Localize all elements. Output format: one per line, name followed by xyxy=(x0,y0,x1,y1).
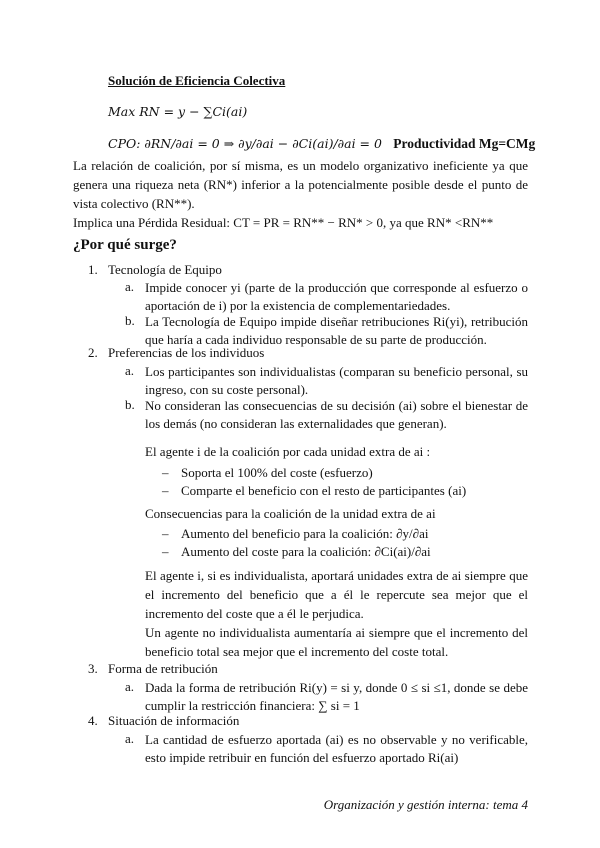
dash-bullet: – xyxy=(162,544,169,559)
question-heading: ¿Por qué surge? xyxy=(73,237,177,253)
page-footer: Organización y gestión interna: tema 4 xyxy=(323,797,528,812)
list-number: 1. xyxy=(88,262,98,277)
sub-letter: b. xyxy=(125,313,135,328)
bullet-text: Comparte el beneficio con el resto de participantes (ai) xyxy=(181,483,467,498)
dash-bullet: – xyxy=(162,483,169,498)
formula-cpo-label: Productividad Mg=CMg xyxy=(393,136,536,151)
sub-item-text: No consideran las consecuencias de su decisión (ai) sobre el bienestar de los demás (no consideran las externalidades que generan). xyxy=(145,398,528,431)
list-number: 3. xyxy=(88,661,98,676)
list-item-label: Situación de información xyxy=(108,713,240,728)
list-item-label: Forma de retribución xyxy=(108,661,218,676)
bullet-text: Aumento del beneficio para la coalición: ∂y/∂ai xyxy=(181,526,429,541)
formula-cpo: CPO: ∂RN/∂ai = 0 ⇒ ∂y/∂ai − ∂Ci(ai)/∂ai = 0 xyxy=(108,136,382,151)
bullet-text: Aumento del coste para la coalición: ∂Ci(ai)/∂ai xyxy=(181,544,431,559)
sub-letter: a. xyxy=(125,731,135,746)
sub-item-text: Los participantes son individualistas (comparan su beneficio personal, su ingreso, con su coste personal). xyxy=(145,364,528,397)
list-item-label: Preferencias de los individuos xyxy=(108,345,265,360)
non-individualist-paragraph: Un agente no individualista aumentaría ai siempre que el incremento del beneficio total sea mejor que el incremento del coste total. xyxy=(145,625,528,659)
consequences-intro: Consecuencias para la coalición de la unidad extra de ai xyxy=(145,506,436,521)
sub-item-text: La cantidad de esfuerzo aportada (ai) es no observable y no verificable, esto impide retribuir en función del esfuerzo aportado Ri(ai) xyxy=(145,732,528,765)
sub-item-text: Impide conocer yi (parte de la producción que corresponde al esfuerzo o aportación de i) por la existencia de complementariedades. xyxy=(145,280,528,313)
individualist-paragraph: El agente i, si es individualista, aportará unidades extra de ai siempre que el incremento del beneficio que a él le repercute sea mejor que el incremento del coste que a él le perjudica. xyxy=(145,568,528,621)
list-number: 2. xyxy=(88,345,98,360)
sub-item-text: La Tecnología de Equipo impide diseñar retribuciones Ri(yi), retribución que haría a cada individuo responsable de su parte de producción. xyxy=(145,314,528,347)
list-item-label: Tecnología de Equipo xyxy=(108,262,222,277)
intro-paragraph-1: La relación de coalición, por sí misma, es un modelo organizativo ineficiente ya que genera una riqueza neta (RN*) inferior a la potencialmente posible desde el punto de vista colectivo (RN**). xyxy=(73,158,528,211)
intro-paragraph-2: Implica una Pérdida Residual: CT = PR = RN** − RN* > 0, ya que RN* <RN** xyxy=(73,215,494,230)
agent-intro: El agente i de la coalición por cada unidad extra de ai : xyxy=(145,444,431,459)
list-number: 4. xyxy=(88,713,98,728)
dash-bullet: – xyxy=(162,465,169,480)
sub-letter: a. xyxy=(125,279,135,294)
sub-item-text: Dada la forma de retribución Ri(y) = si y, donde 0 ≤ si ≤1, donde se debe cumplir la restricción financiera: ∑ si = 1 xyxy=(145,680,528,713)
formula-max-rn: Max RN = y − ∑Ci(ai) xyxy=(108,104,248,119)
bullet-text: Soporta el 100% del coste (esfuerzo) xyxy=(181,465,373,480)
sub-letter: a. xyxy=(125,679,135,694)
sub-letter: b. xyxy=(125,397,135,412)
dash-bullet: – xyxy=(162,526,169,541)
sub-letter: a. xyxy=(125,363,135,378)
section-title: Solución de Eficiencia Colectiva xyxy=(108,73,286,88)
formula-cpo-line xyxy=(108,136,535,152)
